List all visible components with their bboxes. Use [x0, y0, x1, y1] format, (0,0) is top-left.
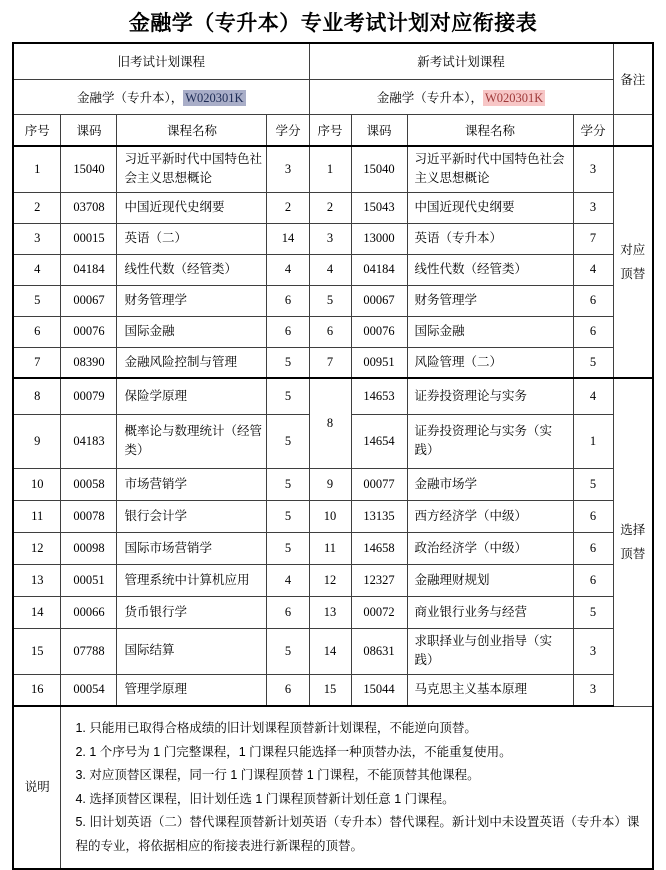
new-course-name: 证券投资理论与实务（实践） [407, 414, 573, 468]
new-course-seq: 4 [309, 254, 351, 285]
new-major-cell [309, 79, 613, 114]
new-course-name: 马克思主义基本原理 [407, 674, 573, 706]
new-course-seq: 1 [309, 146, 351, 192]
new-course-credit: 3 [573, 146, 613, 192]
new-course-seq: 11 [309, 532, 351, 564]
new-course-name: 求职择业与创业指导（实践） [407, 628, 573, 674]
old-course-seq: 11 [13, 500, 61, 532]
old-course-credit: 3 [267, 146, 309, 192]
old-course-code: 15040 [61, 146, 117, 192]
old-col-credit-header: 学分 [267, 114, 309, 146]
note-item-1: 1. 只能用已取得合格成绩的旧计划课程顶替新计划课程，不能逆向顶替。 [75, 721, 477, 735]
new-course-name: 风险管理（二） [407, 347, 573, 378]
new-course-credit: 5 [573, 468, 613, 500]
new-course-credit: 6 [573, 500, 613, 532]
old-course-code: 03708 [61, 192, 117, 223]
new-course-seq: 2 [309, 192, 351, 223]
old-course-code: 00058 [61, 468, 117, 500]
new-course-credit: 7 [573, 223, 613, 254]
remark-correspond-label: 对应顶替 [620, 242, 646, 282]
new-course-seq: 13 [309, 596, 351, 628]
old-course-credit: 5 [267, 414, 309, 468]
old-course-name: 保险学原理 [117, 378, 267, 414]
old-course-credit: 5 [267, 532, 309, 564]
new-course-seq: 5 [309, 285, 351, 316]
old-major-code: W020301K [185, 90, 244, 105]
old-course-seq: 8 [13, 378, 61, 414]
old-course-credit: 14 [267, 223, 309, 254]
old-course-seq: 2 [13, 192, 61, 223]
page-title: 金融学（专升本）专业考试计划对应衔接表 [128, 12, 538, 35]
old-course-code: 00015 [61, 223, 117, 254]
old-course-name: 货币银行学 [117, 596, 267, 628]
old-course-credit: 5 [267, 347, 309, 378]
new-course-code: 14654 [351, 414, 407, 468]
new-major-code: W020301K [484, 90, 544, 105]
new-course-code: 12327 [351, 564, 407, 596]
old-col-name-header: 课程名称 [117, 114, 267, 146]
old-course-seq: 13 [13, 564, 61, 596]
new-course-name: 金融理财规划 [407, 564, 573, 596]
old-course-seq: 1 [13, 146, 61, 192]
old-course-code: 00079 [61, 378, 117, 414]
old-course-seq: 12 [13, 532, 61, 564]
new-course-name: 政治经济学（中级） [407, 532, 573, 564]
new-course-code: 14653 [351, 378, 407, 414]
new-course-seq-merged: 8 [309, 378, 351, 468]
new-course-code: 00951 [351, 347, 407, 378]
new-col-code-header: 课码 [351, 114, 407, 146]
old-course-name: 国际结算 [117, 628, 267, 674]
old-course-code: 00067 [61, 285, 117, 316]
old-course-name: 概率论与数理统计（经管类） [117, 414, 267, 468]
new-course-name: 商业银行业务与经营 [407, 596, 573, 628]
new-course-seq: 15 [309, 674, 351, 706]
new-col-name-header: 课程名称 [407, 114, 573, 146]
old-course-credit: 5 [267, 468, 309, 500]
old-course-name: 国际金融 [117, 316, 267, 347]
old-course-name: 国际市场营销学 [117, 532, 267, 564]
old-course-credit: 6 [267, 285, 309, 316]
new-course-code: 14658 [351, 532, 407, 564]
remark-correspond-cell [613, 146, 653, 378]
new-course-credit: 1 [573, 414, 613, 468]
new-col-seq-header: 序号 [309, 114, 351, 146]
linkage-table [12, 42, 654, 870]
new-course-credit: 6 [573, 285, 613, 316]
new-course-code: 15044 [351, 674, 407, 706]
old-course-name: 金融风险控制与管理 [117, 347, 267, 378]
new-course-credit: 5 [573, 347, 613, 378]
old-course-name: 英语（二） [117, 223, 267, 254]
new-course-credit: 3 [573, 192, 613, 223]
old-course-name: 市场营销学 [117, 468, 267, 500]
old-plan-section-header: 旧考试计划课程 [13, 43, 309, 79]
old-course-code: 00078 [61, 500, 117, 532]
new-course-seq: 14 [309, 628, 351, 674]
new-course-credit: 4 [573, 378, 613, 414]
new-course-name: 英语（专升本） [407, 223, 573, 254]
new-course-name: 金融市场学 [407, 468, 573, 500]
old-course-seq: 9 [13, 414, 61, 468]
new-course-code: 13000 [351, 223, 407, 254]
new-course-code: 00076 [351, 316, 407, 347]
new-course-code: 15040 [351, 146, 407, 192]
old-course-name: 管理学原理 [117, 674, 267, 706]
new-course-credit: 6 [573, 316, 613, 347]
new-course-name: 习近平新时代中国特色社会主义思想概论 [407, 146, 573, 192]
old-course-code: 04183 [61, 414, 117, 468]
old-course-seq: 16 [13, 674, 61, 706]
new-course-name: 西方经济学（中级） [407, 500, 573, 532]
old-course-code: 00098 [61, 532, 117, 564]
note-item-5: 5. 旧计划英语（二）替代课程顶替新计划英语（专升本）替代课程。新计划中未设置英语（专升本）课程的专业，将依据相应的衔接表进行新课程的顶替。 [75, 815, 640, 853]
note-item-4: 4. 选择顶替区课程，旧计划任选 1 门课程顶替新计划任意 1 门课程。 [75, 791, 455, 806]
new-course-code: 00067 [351, 285, 407, 316]
old-col-seq-header: 序号 [13, 114, 61, 146]
new-course-name: 线性代数（经管类） [407, 254, 573, 285]
notes-label-cell [13, 706, 61, 869]
new-course-seq: 9 [309, 468, 351, 500]
old-course-seq: 14 [13, 596, 61, 628]
new-course-name: 证券投资理论与实务 [407, 378, 573, 414]
old-course-name: 中国近现代史纲要 [117, 192, 267, 223]
new-course-credit: 4 [573, 254, 613, 285]
new-course-code: 15043 [351, 192, 407, 223]
remark-column-header: 备注 [613, 43, 653, 114]
old-course-code: 00051 [61, 564, 117, 596]
old-course-seq: 6 [13, 316, 61, 347]
old-course-credit: 6 [267, 316, 309, 347]
new-course-credit: 3 [573, 674, 613, 706]
new-course-seq: 3 [309, 223, 351, 254]
note-item-2: 2. 1 个序号为 1 门完整课程，1 门课程只能选择一种顶替办法，不能重复使用。 [75, 744, 512, 759]
old-course-credit: 6 [267, 674, 309, 706]
new-course-code: 13135 [351, 500, 407, 532]
old-major-cell [13, 79, 309, 114]
old-course-code: 00066 [61, 596, 117, 628]
old-course-name: 线性代数（经管类） [117, 254, 267, 285]
new-course-code: 00077 [351, 468, 407, 500]
new-course-seq: 7 [309, 347, 351, 378]
old-course-credit: 6 [267, 596, 309, 628]
new-major-name: 金融学（专升本）， [376, 90, 483, 105]
old-course-credit: 5 [267, 628, 309, 674]
old-course-seq: 10 [13, 468, 61, 500]
new-course-code: 00072 [351, 596, 407, 628]
remark-empty-cell [613, 114, 653, 146]
old-course-credit: 4 [267, 254, 309, 285]
old-course-credit: 5 [267, 378, 309, 414]
notes-label: 说明 [24, 780, 50, 795]
old-course-name: 习近平新时代中国特色社会主义思想概论 [117, 146, 267, 192]
old-course-seq: 5 [13, 285, 61, 316]
remark-choice-label: 选择顶替 [620, 523, 646, 562]
new-course-credit: 3 [573, 628, 613, 674]
new-course-name: 国际金融 [407, 316, 573, 347]
old-major-name: 金融学（专升本）， [76, 90, 184, 105]
new-course-credit: 5 [573, 596, 613, 628]
old-course-seq: 3 [13, 223, 61, 254]
old-course-code: 07788 [61, 628, 117, 674]
old-course-seq: 4 [13, 254, 61, 285]
old-course-code: 08390 [61, 347, 117, 378]
old-course-name: 管理系统中计算机应用 [117, 564, 267, 596]
old-course-credit: 4 [267, 564, 309, 596]
new-course-seq: 10 [309, 500, 351, 532]
new-course-code: 08631 [351, 628, 407, 674]
old-course-name: 财务管理学 [117, 285, 267, 316]
notes-cell [61, 706, 653, 869]
old-course-seq: 7 [13, 347, 61, 378]
new-course-credit: 6 [573, 564, 613, 596]
new-course-seq: 12 [309, 564, 351, 596]
new-course-name: 中国近现代史纲要 [407, 192, 573, 223]
new-course-name: 财务管理学 [407, 285, 573, 316]
new-col-credit-header: 学分 [573, 114, 613, 146]
new-plan-section-header: 新考试计划课程 [309, 43, 613, 79]
old-course-code: 00076 [61, 316, 117, 347]
note-item-3: 3. 对应顶替区课程，同一行 1 门课程顶替 1 门课程，不能顶替其他课程。 [75, 768, 480, 782]
new-course-seq: 6 [309, 316, 351, 347]
old-course-code: 00054 [61, 674, 117, 706]
remark-choice-cell [613, 378, 653, 706]
old-col-code-header: 课码 [61, 114, 117, 146]
new-course-code: 04184 [351, 254, 407, 285]
old-course-credit: 2 [267, 192, 309, 223]
old-course-name: 银行会计学 [117, 500, 267, 532]
old-course-credit: 5 [267, 500, 309, 532]
old-course-code: 04184 [61, 254, 117, 285]
new-course-credit: 6 [573, 532, 613, 564]
old-course-seq: 15 [13, 628, 61, 674]
